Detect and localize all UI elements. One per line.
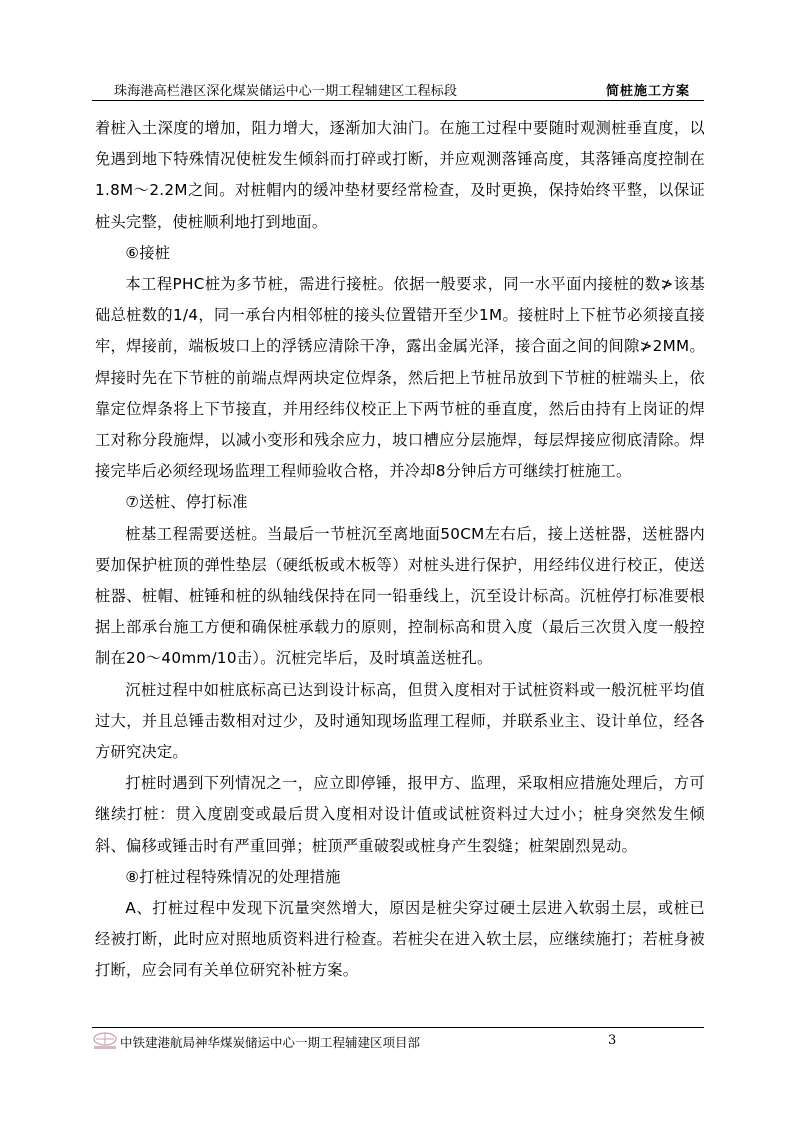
page-header xyxy=(92,78,704,101)
paragraph: 着桩入土深度的增加，阻力增大，逐渐加大油门。在施工过程中要随时观测桩垂直度，以免遇到地下特殊情况使桩发生倾斜而打碎或打断，并应观测落锤高度，其落锤高度控制在1.8M～2.2M之间。对桩帽内的缓冲垫材要经常检查，及时更换，保持始终平整，以保证桩头完整，使桩顺利地打到地面。 xyxy=(95,119,705,231)
section-heading-driving-stop-criteria: ⑦送桩、停打标准 xyxy=(125,493,248,512)
footer-organization: 中铁建港航局神华煤炭储运中心一期工程辅建区项目部 xyxy=(120,1035,421,1050)
section-heading-splicing: ⑥接桩 xyxy=(125,243,171,262)
page-footer xyxy=(92,1027,704,1052)
paragraph: 打桩时遇到下列情况之一，应立即停锤，报甲方、监理，采取相应措施处理后，方可继续打桩：贯入度剧变或最后贯入度相对设计值或试桩资料过大过小；桩身突然发生倾斜、偏移或锤击时有严重回弹；桩顶严重破裂或桩身产生裂缝；桩架剧烈晃动。 xyxy=(95,774,705,855)
section-heading-special-cases: ⑧打桩过程特殊情况的处理措施 xyxy=(125,867,341,886)
page-number: 3 xyxy=(608,1033,617,1048)
paragraph: 沉桩过程中如桩底标高已达到设计标高，但贯入度相对于试桩资料或一般沉桩平均值过大，并且总锤击数相对过少，及时通知现场监理工程师，并联系业主、设计单位，经各方研究决定。 xyxy=(95,680,705,762)
paragraph: 桩基工程需要送桩。当最后一节桩沉至离地面50CM左右后，接上送桩器，送桩器内要加保护桩顶的弹性垫层（硬纸板或木板等）对桩头进行保护，用经纬仪进行校正，使送桩器、桩帽、桩锤和桩的纵轴线保持在同一铅垂线上，沉至设计标高。沉桩停打标准要根据上部承台施工方便和确保桩承载力的原则，控制标高和贯入度（最后三次贯入度一般控制在20～40mm/10击）。沉桩完毕后，及时填盖送桩孔。 xyxy=(95,524,705,668)
header-document-title: 简桩施工方案 xyxy=(605,84,690,99)
header-project-title: 珠海港高栏港区深化煤炭储运中心一期工程辅建区工程标段 xyxy=(114,84,458,99)
company-logo-icon xyxy=(92,1031,120,1051)
paragraph: A、打桩过程中发现下沉量突然增大，原因是桩尖穿过硬土层进入软弱土层，或桩已经被打断，此时应对照地质资料进行检查。若桩尖在进入软土层，应继续施打；若桩身被打断，应会同有关单位研究补桩方案。 xyxy=(95,899,705,980)
paragraph: 本工程PHC桩为多节桩，需进行接桩。依据一般要求，同一水平面内接桩的数≯该基础总桩数的1/4，同一承台内相邻桩的接头位置错开至少1M。接桩时上下桩节必须接直接牢，焊接前，端板坡口上的浮锈应清除干净，露出金属光泽，接合面之间的间隙≯2MM。焊接时先在下节桩的前端点焊两块定位焊条，然后把上节桩吊放到下节桩的桩端头上，依靠定位焊条将上下节接直，并用经纬仪校正上下两节桩的垂直度，然后由持有上岗证的焊工对称分段施焊，以减小变形和残余应力，坡口槽应分层施焊，每层焊接应彻底清除。焊接完毕后必须经现场监理工程师验收合格，并冷却8分钟后方可继续打桩施工。 xyxy=(95,275,705,481)
document-body xyxy=(95,113,705,987)
